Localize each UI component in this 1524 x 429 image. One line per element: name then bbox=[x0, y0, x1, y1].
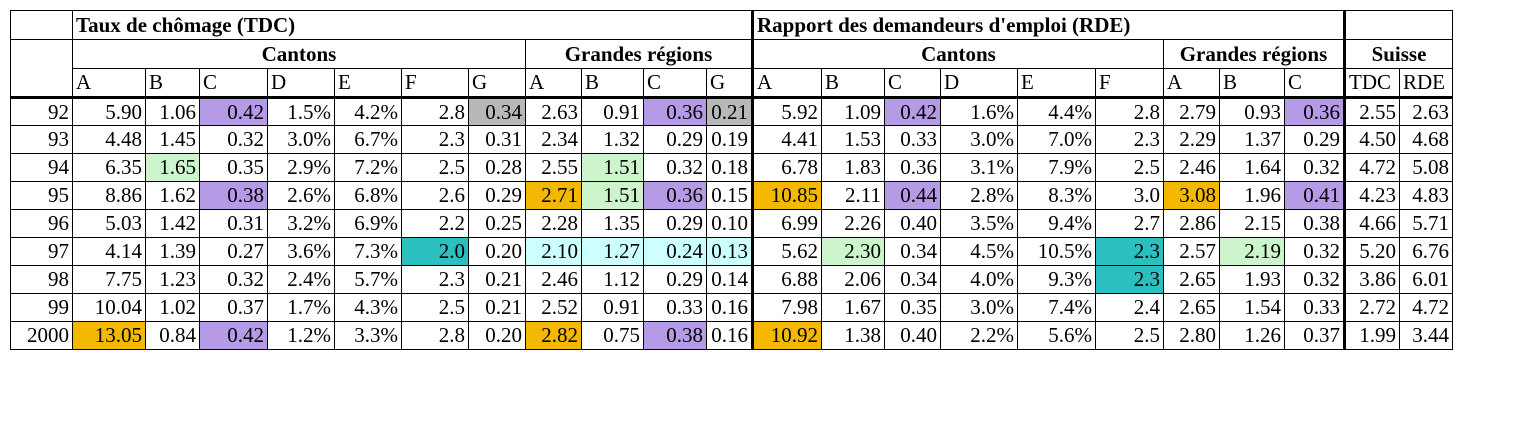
value-cell: 1.42 bbox=[146, 210, 200, 238]
value-cell: 0.32 bbox=[1285, 238, 1345, 266]
value-cell: 0.34 bbox=[885, 266, 941, 294]
value-cell: 9.4% bbox=[1018, 210, 1096, 238]
table-row bbox=[11, 182, 1453, 210]
value-cell: 2.3 bbox=[402, 266, 469, 294]
value-cell: 7.75 bbox=[73, 266, 146, 294]
rde-region-col-header: C bbox=[1285, 69, 1345, 98]
value-cell: 7.2% bbox=[335, 154, 402, 182]
value-cell: 0.75 bbox=[582, 322, 644, 350]
value-cell: 0.33 bbox=[1285, 294, 1345, 322]
value-cell: 13.05 bbox=[73, 322, 146, 350]
value-cell: 1.51 bbox=[582, 154, 644, 182]
value-cell: 0.44 bbox=[885, 182, 941, 210]
value-cell: 1.99 bbox=[1345, 322, 1400, 350]
corner-cell bbox=[11, 11, 73, 40]
value-cell: 0.20 bbox=[469, 238, 526, 266]
value-cell: 2.28 bbox=[526, 210, 582, 238]
value-cell: 7.4% bbox=[1018, 294, 1096, 322]
value-cell: 2.8 bbox=[1096, 98, 1164, 126]
value-cell: 7.9% bbox=[1018, 154, 1096, 182]
rde-canton-col-header: B bbox=[822, 69, 885, 98]
value-cell: 10.04 bbox=[73, 294, 146, 322]
value-cell: 0.29 bbox=[469, 182, 526, 210]
value-cell: 4.4% bbox=[1018, 98, 1096, 126]
tdc-canton-col-header: B bbox=[146, 69, 200, 98]
value-cell: 4.66 bbox=[1345, 210, 1400, 238]
value-cell: 2.6 bbox=[402, 182, 469, 210]
value-cell: 2.8 bbox=[402, 98, 469, 126]
value-cell: 2.5 bbox=[1096, 154, 1164, 182]
title-row bbox=[11, 11, 1453, 40]
value-cell: 2.6% bbox=[268, 182, 335, 210]
value-cell: 3.6% bbox=[268, 238, 335, 266]
value-cell: 2.19 bbox=[1220, 238, 1285, 266]
value-cell: 4.14 bbox=[73, 238, 146, 266]
value-cell: 1.09 bbox=[822, 98, 885, 126]
value-cell: 2.3 bbox=[1096, 238, 1164, 266]
value-cell: 2.8% bbox=[941, 182, 1018, 210]
value-cell: 1.23 bbox=[146, 266, 200, 294]
value-cell: 4.50 bbox=[1345, 126, 1400, 154]
value-cell: 0.32 bbox=[644, 154, 707, 182]
value-cell: 2.55 bbox=[1345, 98, 1400, 126]
value-cell: 2.3 bbox=[402, 126, 469, 154]
table-row bbox=[11, 238, 1453, 266]
value-cell: 5.62 bbox=[753, 238, 822, 266]
value-cell: 0.21 bbox=[469, 294, 526, 322]
value-cell: 6.76 bbox=[1400, 238, 1453, 266]
value-cell: 2.4% bbox=[268, 266, 335, 294]
tdc-cantons-header: Cantons bbox=[73, 40, 526, 69]
value-cell: 1.83 bbox=[822, 154, 885, 182]
value-cell: 10.92 bbox=[753, 322, 822, 350]
value-cell: 0.29 bbox=[644, 210, 707, 238]
value-cell: 0.29 bbox=[644, 126, 707, 154]
value-cell: 7.0% bbox=[1018, 126, 1096, 154]
year-cell: 99 bbox=[11, 294, 73, 322]
rde-region-col-header: A bbox=[1164, 69, 1220, 98]
group-row bbox=[11, 40, 1453, 69]
value-cell: 1.6% bbox=[941, 98, 1018, 126]
value-cell: 1.53 bbox=[822, 126, 885, 154]
value-cell: 5.90 bbox=[73, 98, 146, 126]
suisse-title-cell bbox=[1345, 11, 1453, 40]
value-cell: 2.57 bbox=[1164, 238, 1220, 266]
tdc-region-col-header: B bbox=[582, 69, 644, 98]
value-cell: 0.42 bbox=[200, 98, 268, 126]
value-cell: 1.39 bbox=[146, 238, 200, 266]
value-cell: 4.68 bbox=[1400, 126, 1453, 154]
value-cell: 1.62 bbox=[146, 182, 200, 210]
value-cell: 0.32 bbox=[1285, 154, 1345, 182]
value-cell: 0.40 bbox=[885, 210, 941, 238]
value-cell: 2.86 bbox=[1164, 210, 1220, 238]
value-cell: 1.54 bbox=[1220, 294, 1285, 322]
value-cell: 6.9% bbox=[335, 210, 402, 238]
value-cell: 0.84 bbox=[146, 322, 200, 350]
value-cell: 4.41 bbox=[753, 126, 822, 154]
year-cell: 92 bbox=[11, 98, 73, 126]
year-cell: 95 bbox=[11, 182, 73, 210]
value-cell: 6.99 bbox=[753, 210, 822, 238]
value-cell: 0.27 bbox=[200, 238, 268, 266]
value-cell: 6.78 bbox=[753, 154, 822, 182]
value-cell: 0.29 bbox=[644, 266, 707, 294]
value-cell: 2.63 bbox=[526, 98, 582, 126]
value-cell: 1.64 bbox=[1220, 154, 1285, 182]
value-cell: 1.96 bbox=[1220, 182, 1285, 210]
value-cell: 0.16 bbox=[707, 294, 753, 322]
value-cell: 2.26 bbox=[822, 210, 885, 238]
value-cell: 1.51 bbox=[582, 182, 644, 210]
year-cell: 98 bbox=[11, 266, 73, 294]
value-cell: 0.38 bbox=[1285, 210, 1345, 238]
value-cell: 0.35 bbox=[885, 294, 941, 322]
value-cell: 2.79 bbox=[1164, 98, 1220, 126]
value-cell: 0.32 bbox=[200, 126, 268, 154]
rde-cantons-header: Cantons bbox=[753, 40, 1164, 69]
value-cell: 0.33 bbox=[644, 294, 707, 322]
value-cell: 1.35 bbox=[582, 210, 644, 238]
year-cell: 96 bbox=[11, 210, 73, 238]
value-cell: 4.72 bbox=[1400, 294, 1453, 322]
value-cell: 5.71 bbox=[1400, 210, 1453, 238]
year-cell: 2000 bbox=[11, 322, 73, 350]
rde-canton-col-header: A bbox=[753, 69, 822, 98]
value-cell: 0.21 bbox=[707, 98, 753, 126]
rde-canton-col-header: F bbox=[1096, 69, 1164, 98]
value-cell: 1.45 bbox=[146, 126, 200, 154]
value-cell: 0.10 bbox=[707, 210, 753, 238]
tdc-region-col-header: A bbox=[526, 69, 582, 98]
value-cell: 0.37 bbox=[200, 294, 268, 322]
value-cell: 5.03 bbox=[73, 210, 146, 238]
suisse-header: Suisse bbox=[1345, 40, 1453, 69]
value-cell: 3.0% bbox=[941, 126, 1018, 154]
value-cell: 0.31 bbox=[469, 126, 526, 154]
value-cell: 2.30 bbox=[822, 238, 885, 266]
value-cell: 0.32 bbox=[1285, 266, 1345, 294]
rde-title: Rapport des demandeurs d'emploi (RDE) bbox=[753, 11, 1345, 40]
tdc-canton-col-header: C bbox=[200, 69, 268, 98]
value-cell: 2.52 bbox=[526, 294, 582, 322]
table-row bbox=[11, 210, 1453, 238]
value-cell: 2.5 bbox=[402, 154, 469, 182]
value-cell: 0.19 bbox=[707, 126, 753, 154]
value-cell: 1.67 bbox=[822, 294, 885, 322]
value-cell: 2.72 bbox=[1345, 294, 1400, 322]
value-cell: 1.5% bbox=[268, 98, 335, 126]
value-cell: 0.37 bbox=[1285, 322, 1345, 350]
table-row bbox=[11, 266, 1453, 294]
value-cell: 4.5% bbox=[941, 238, 1018, 266]
value-cell: 0.29 bbox=[1285, 126, 1345, 154]
value-cell: 2.65 bbox=[1164, 266, 1220, 294]
value-cell: 0.24 bbox=[644, 238, 707, 266]
value-cell: 2.71 bbox=[526, 182, 582, 210]
value-cell: 5.6% bbox=[1018, 322, 1096, 350]
value-cell: 0.34 bbox=[885, 238, 941, 266]
value-cell: 2.63 bbox=[1400, 98, 1453, 126]
value-cell: 0.35 bbox=[200, 154, 268, 182]
value-cell: 2.9% bbox=[268, 154, 335, 182]
value-cell: 1.06 bbox=[146, 98, 200, 126]
value-cell: 0.38 bbox=[200, 182, 268, 210]
table-row bbox=[11, 322, 1453, 350]
tdc-region-col-header: C bbox=[644, 69, 707, 98]
value-cell: 0.36 bbox=[644, 182, 707, 210]
table-row bbox=[11, 126, 1453, 154]
value-cell: 9.3% bbox=[1018, 266, 1096, 294]
value-cell: 2.55 bbox=[526, 154, 582, 182]
value-cell: 1.38 bbox=[822, 322, 885, 350]
value-cell: 2.80 bbox=[1164, 322, 1220, 350]
tdc-grandes-regions-header: Grandes régions bbox=[526, 40, 753, 69]
table-row bbox=[11, 98, 1453, 126]
rde-canton-col-header: D bbox=[941, 69, 1018, 98]
value-cell: 0.31 bbox=[200, 210, 268, 238]
value-cell: 7.3% bbox=[335, 238, 402, 266]
value-cell: 2.15 bbox=[1220, 210, 1285, 238]
rde-canton-col-header: C bbox=[885, 69, 941, 98]
data-table bbox=[10, 10, 1453, 350]
value-cell: 1.37 bbox=[1220, 126, 1285, 154]
tdc-region-col-header: G bbox=[707, 69, 753, 98]
value-cell: 4.48 bbox=[73, 126, 146, 154]
value-cell: 2.3 bbox=[1096, 126, 1164, 154]
value-cell: 4.3% bbox=[335, 294, 402, 322]
value-cell: 10.85 bbox=[753, 182, 822, 210]
table-row bbox=[11, 294, 1453, 322]
value-cell: 2.34 bbox=[526, 126, 582, 154]
value-cell: 3.1% bbox=[941, 154, 1018, 182]
tdc-canton-col-header: E bbox=[335, 69, 402, 98]
table-row bbox=[11, 154, 1453, 182]
corner-cell bbox=[11, 40, 73, 98]
rde-grandes-regions-header: Grandes régions bbox=[1164, 40, 1345, 69]
tdc-title: Taux de chômage (TDC) bbox=[73, 11, 753, 40]
value-cell: 0.25 bbox=[469, 210, 526, 238]
value-cell: 3.2% bbox=[268, 210, 335, 238]
value-cell: 0.32 bbox=[200, 266, 268, 294]
value-cell: 0.14 bbox=[707, 266, 753, 294]
value-cell: 4.23 bbox=[1345, 182, 1400, 210]
value-cell: 6.35 bbox=[73, 154, 146, 182]
value-cell: 2.5 bbox=[402, 294, 469, 322]
value-cell: 0.42 bbox=[885, 98, 941, 126]
value-cell: 6.88 bbox=[753, 266, 822, 294]
value-cell: 4.0% bbox=[941, 266, 1018, 294]
value-cell: 8.86 bbox=[73, 182, 146, 210]
value-cell: 1.32 bbox=[582, 126, 644, 154]
value-cell: 2.46 bbox=[526, 266, 582, 294]
value-cell: 2.46 bbox=[1164, 154, 1220, 182]
value-cell: 1.02 bbox=[146, 294, 200, 322]
value-cell: 3.3% bbox=[335, 322, 402, 350]
value-cell: 2.4 bbox=[1096, 294, 1164, 322]
value-cell: 0.34 bbox=[469, 98, 526, 126]
value-cell: 1.65 bbox=[146, 154, 200, 182]
suisse-col-header: RDE bbox=[1400, 69, 1453, 98]
rde-canton-col-header: E bbox=[1018, 69, 1096, 98]
value-cell: 5.20 bbox=[1345, 238, 1400, 266]
value-cell: 0.36 bbox=[1285, 98, 1345, 126]
value-cell: 4.83 bbox=[1400, 182, 1453, 210]
value-cell: 5.7% bbox=[335, 266, 402, 294]
value-cell: 2.11 bbox=[822, 182, 885, 210]
value-cell: 0.91 bbox=[582, 294, 644, 322]
year-cell: 93 bbox=[11, 126, 73, 154]
value-cell: 1.93 bbox=[1220, 266, 1285, 294]
suisse-col-header: TDC bbox=[1345, 69, 1400, 98]
value-cell: 3.0% bbox=[941, 294, 1018, 322]
value-cell: 0.38 bbox=[644, 322, 707, 350]
value-cell: 0.13 bbox=[707, 238, 753, 266]
value-cell: 2.82 bbox=[526, 322, 582, 350]
tdc-canton-col-header: G bbox=[469, 69, 526, 98]
value-cell: 2.2 bbox=[402, 210, 469, 238]
value-cell: 3.0 bbox=[1096, 182, 1164, 210]
value-cell: 6.01 bbox=[1400, 266, 1453, 294]
value-cell: 0.21 bbox=[469, 266, 526, 294]
value-cell: 5.08 bbox=[1400, 154, 1453, 182]
value-cell: 0.20 bbox=[469, 322, 526, 350]
year-cell: 94 bbox=[11, 154, 73, 182]
value-cell: 0.33 bbox=[885, 126, 941, 154]
value-cell: 3.86 bbox=[1345, 266, 1400, 294]
value-cell: 6.8% bbox=[335, 182, 402, 210]
value-cell: 0.42 bbox=[200, 322, 268, 350]
tdc-canton-col-header: F bbox=[402, 69, 469, 98]
value-cell: 2.8 bbox=[402, 322, 469, 350]
tdc-canton-col-header: D bbox=[268, 69, 335, 98]
value-cell: 0.93 bbox=[1220, 98, 1285, 126]
value-cell: 2.2% bbox=[941, 322, 1018, 350]
value-cell: 2.3 bbox=[1096, 266, 1164, 294]
value-cell: 3.44 bbox=[1400, 322, 1453, 350]
value-cell: 4.72 bbox=[1345, 154, 1400, 182]
value-cell: 1.2% bbox=[268, 322, 335, 350]
value-cell: 4.2% bbox=[335, 98, 402, 126]
value-cell: 0.15 bbox=[707, 182, 753, 210]
value-cell: 6.7% bbox=[335, 126, 402, 154]
value-cell: 0.36 bbox=[885, 154, 941, 182]
value-cell: 2.65 bbox=[1164, 294, 1220, 322]
value-cell: 0.36 bbox=[644, 98, 707, 126]
year-cell: 97 bbox=[11, 238, 73, 266]
value-cell: 0.41 bbox=[1285, 182, 1345, 210]
value-cell: 8.3% bbox=[1018, 182, 1096, 210]
value-cell: 1.12 bbox=[582, 266, 644, 294]
value-cell: 2.7 bbox=[1096, 210, 1164, 238]
value-cell: 3.0% bbox=[268, 126, 335, 154]
value-cell: 7.98 bbox=[753, 294, 822, 322]
value-cell: 0.18 bbox=[707, 154, 753, 182]
value-cell: 2.06 bbox=[822, 266, 885, 294]
value-cell: 3.5% bbox=[941, 210, 1018, 238]
value-cell: 10.5% bbox=[1018, 238, 1096, 266]
value-cell: 1.27 bbox=[582, 238, 644, 266]
value-cell: 2.10 bbox=[526, 238, 582, 266]
value-cell: 3.08 bbox=[1164, 182, 1220, 210]
value-cell: 0.40 bbox=[885, 322, 941, 350]
value-cell: 0.91 bbox=[582, 98, 644, 126]
value-cell: 2.29 bbox=[1164, 126, 1220, 154]
tdc-canton-col-header: A bbox=[73, 69, 146, 98]
value-cell: 0.16 bbox=[707, 322, 753, 350]
value-cell: 0.28 bbox=[469, 154, 526, 182]
column-letter-row bbox=[11, 69, 1453, 98]
value-cell: 1.7% bbox=[268, 294, 335, 322]
value-cell: 2.5 bbox=[1096, 322, 1164, 350]
rde-region-col-header: B bbox=[1220, 69, 1285, 98]
value-cell: 1.26 bbox=[1220, 322, 1285, 350]
value-cell: 2.0 bbox=[402, 238, 469, 266]
value-cell: 5.92 bbox=[753, 98, 822, 126]
